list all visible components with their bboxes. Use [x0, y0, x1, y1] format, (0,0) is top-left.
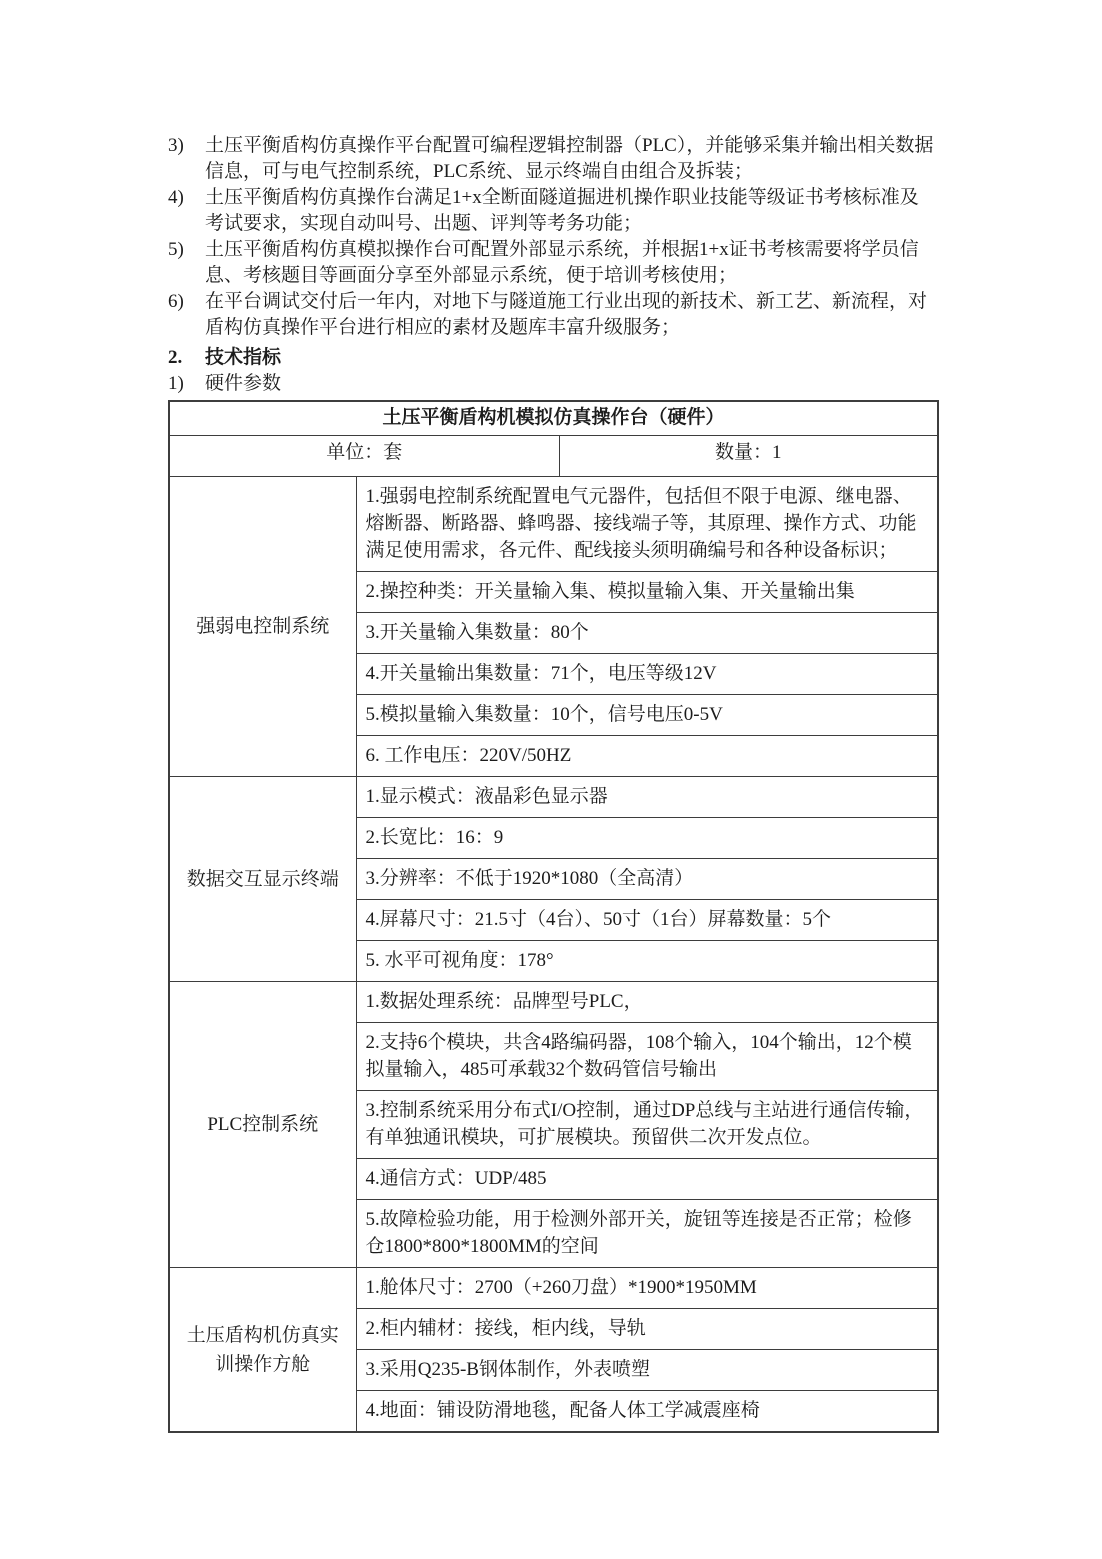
- category-cell: 数据交互显示终端: [169, 777, 356, 982]
- spec-cell: 2.柜内辅材：接线，柜内线，导轨: [356, 1309, 938, 1350]
- unit-cell: 单位：套: [169, 436, 559, 477]
- list-item: [168, 237, 937, 289]
- list-item: [168, 289, 937, 341]
- spec-cell: 1.舱体尺寸：2700（+260刀盘）*1900*1950MM: [356, 1268, 938, 1309]
- table-row: [169, 477, 938, 572]
- spec-cell: 3.分辨率：不低于1920*1080（全高清）: [356, 859, 938, 900]
- list-item-text: 土压平衡盾构仿真操作平台配置可编程逻辑控制器（PLC），并能够采集并输出相关数据信息，可与电气控制系统，PLC系统、显示终端自由组合及拆装；: [205, 135, 934, 182]
- table-row: [169, 982, 938, 1023]
- table-title-row: [169, 401, 938, 436]
- section-heading-number: 2.: [168, 347, 183, 368]
- list-item-text: 土压平衡盾构仿真模拟操作台可配置外部显示系统，并根据1+x证书考核需要将学员信息、考核题目等画面分享至外部显示系统，便于培训考核使用；: [205, 239, 919, 286]
- spec-cell: 2.操控种类：开关量输入集、模拟量输入集、开关量输出集: [356, 572, 938, 613]
- table-row: [169, 777, 938, 818]
- spec-cell: 1.强弱电控制系统配置电气元器件，包括但不限于电源、继电器、熔断器、断路器、蜂鸣器、接线端子等，其原理、操作方式、功能满足使用需求，各元件、配线接头须明确编号和各种设备标识；: [356, 477, 938, 572]
- sub-heading: [168, 371, 937, 397]
- spec-table: [168, 400, 939, 1433]
- spec-cell: 2.长宽比：16：9: [356, 818, 938, 859]
- section-heading-label: 技术指标: [205, 347, 282, 368]
- list-item-number: 6): [168, 291, 184, 312]
- spec-cell: 5.模拟量输入集数量：10个，信号电压0-5V: [356, 695, 938, 736]
- spec-cell: 5. 水平可视角度：178°: [356, 941, 938, 982]
- list-item: [168, 185, 937, 237]
- quantity-cell: 数量：1: [559, 436, 938, 477]
- sub-heading-label: 硬件参数: [205, 373, 282, 394]
- spec-cell: 3.控制系统采用分布式I/O控制，通过DP总线与主站进行通信传输，有单独通讯模块，可扩展模块。预留供二次开发点位。: [356, 1091, 938, 1159]
- spec-cell: 4.通信方式：UDP/485: [356, 1159, 938, 1200]
- spec-cell: 5.故障检验功能，用于检测外部开关，旋钮等连接是否正常；检修仓1800*800*1800MM的空间: [356, 1200, 938, 1268]
- spec-cell: 2.支持6个模块，共含4路编码器，108个输入，104个输出，12个模拟量输入，485可承载32个数码管信号输出: [356, 1023, 938, 1091]
- table-row: [169, 1268, 938, 1309]
- numbered-list: [168, 133, 937, 341]
- spec-cell: 4.屏幕尺寸：21.5寸（4台）、50寸（1台）屏幕数量：5个: [356, 900, 938, 941]
- table-title: 土压平衡盾构机模拟仿真操作台（硬件）: [169, 401, 938, 436]
- list-item-text: 土压平衡盾构仿真操作台满足1+x全断面隧道掘进机操作职业技能等级证书考核标准及考试要求，实现自动叫号、出题、评判等考务功能；: [205, 187, 919, 234]
- spec-cell: 3.开关量输入集数量：80个: [356, 613, 938, 654]
- list-item-number: 3): [168, 135, 184, 156]
- spec-cell: 3.采用Q235-B钢体制作，外表喷塑: [356, 1350, 938, 1391]
- category-cell: 土压盾构机仿真实训操作方舱: [169, 1268, 356, 1433]
- table-meta-row: [169, 436, 938, 477]
- sub-heading-number: 1): [168, 373, 184, 394]
- list-item-number: 5): [168, 239, 184, 260]
- category-cell: PLC控制系统: [169, 982, 356, 1268]
- list-item-text: 在平台调试交付后一年内，对地下与隧道施工行业出现的新技术、新工艺、新流程，对盾构仿真操作平台进行相应的素材及题库丰富升级服务；: [205, 291, 928, 338]
- category-cell: 强弱电控制系统: [169, 477, 356, 777]
- list-item-number: 4): [168, 187, 184, 208]
- spec-cell: 6. 工作电压：220V/50HZ: [356, 736, 938, 777]
- spec-cell: 1.显示模式：液晶彩色显示器: [356, 777, 938, 818]
- page-content: [168, 133, 937, 1433]
- list-item: [168, 133, 937, 185]
- spec-cell: 4.开关量输出集数量：71个，电压等级12V: [356, 654, 938, 695]
- section-heading: [168, 345, 937, 371]
- spec-cell: 1.数据处理系统：品牌型号PLC，: [356, 982, 938, 1023]
- spec-cell: 4.地面：铺设防滑地毯，配备人体工学减震座椅: [356, 1391, 938, 1433]
